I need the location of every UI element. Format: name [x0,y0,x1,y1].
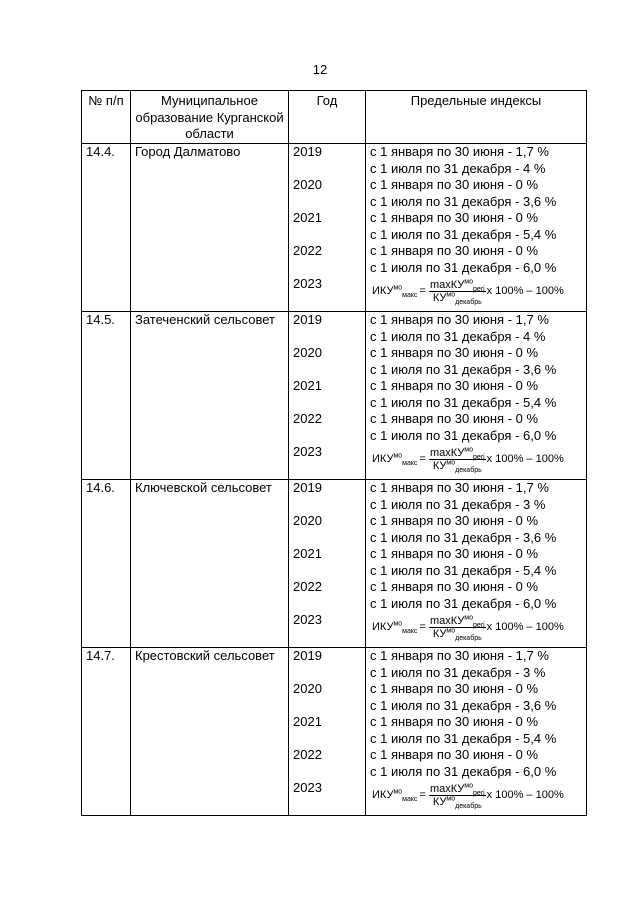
year-value: 2019 [293,648,322,663]
index-line: с 1 июля по 31 декабря - 5,4 % [370,394,557,410]
row-bottom-padding [370,810,582,815]
row-indices [366,648,587,816]
formula-lhs-main: ИКУ [372,284,394,297]
formula-lhs-sub: макс [402,627,418,635]
formula-denominator [433,460,482,472]
numerator-main: maxКУ [429,278,465,291]
numerator-sub: perj [472,789,485,797]
formula-lhs-sup: мо [393,788,403,796]
table-body [82,144,587,816]
formula-lhs-main: ИКУ [372,620,394,633]
year-value: 2020 [293,177,322,192]
year-spacer [293,227,361,244]
header-row [82,91,587,144]
table-row [82,480,587,648]
index-line: с 1 января по 30 июня - 0 % [370,747,539,762]
formula-equals: = [419,620,426,633]
formula-lhs-sup: мо [393,284,403,292]
formula-fraction [429,447,486,472]
index-line: с 1 июля по 31 декабря - 3,6 % [370,361,557,377]
index-line: с 1 января по 30 июня - 0 % [370,681,539,696]
denominator-sup: мо [446,458,456,466]
index-line: с 1 июля по 31 декабря - 3 % [370,664,546,680]
index-line: с 1 июля по 31 декабря - 3,6 % [370,193,557,209]
formula-lhs-sup: мо [393,452,403,460]
row-years [289,480,366,648]
row-number [82,648,131,816]
municipality-name: Город Далматово [135,144,241,159]
year-value: 2021 [293,378,322,393]
index-line: с 1 июля по 31 декабря - 6,0 % [370,259,557,275]
row-number [82,480,131,648]
year-value: 2019 [293,480,322,495]
denominator-main: КУ [432,291,447,304]
formula-fraction [429,783,486,808]
denominator-sub: декабрь [455,802,482,810]
row-number-text: 14.5. [86,312,115,327]
formula-tail: x 100% – 100% [486,620,564,633]
limits-table [81,90,587,816]
index-line: с 1 июля по 31 декабря - 3 % [370,496,546,512]
formula-lhs [372,283,418,300]
year-spacer [293,698,361,715]
row-bottom-padding [370,642,582,647]
formula-fraction [429,615,486,640]
header-year: Год [289,91,366,144]
year-value: 2022 [293,243,322,258]
index-line: с 1 января по 30 июня - 0 % [370,177,539,192]
numerator-sub: perj [472,285,485,293]
row-number-text: 14.6. [86,480,115,495]
formula-numerator [429,783,486,796]
numerator-sub: perj [472,621,485,629]
year-value: 2023 [293,276,322,291]
numerator-sup: мо [464,277,473,285]
numerator-main: maxКУ [429,614,465,627]
numerator-sup: мо [464,781,473,789]
denominator-sub: декабрь [455,466,482,474]
denominator-main: КУ [432,795,447,808]
year-spacer [293,395,361,412]
denominator-main: КУ [432,459,447,472]
formula-tail: x 100% – 100% [486,452,564,465]
numerator-main: maxКУ [429,446,465,459]
year-value: 2020 [293,345,322,360]
index-line: с 1 января по 30 июня - 1,7 % [370,648,549,663]
formula-denominator [433,628,482,640]
year-spacer [293,563,361,580]
header-num: № п/п [82,91,131,144]
formula-denominator [433,796,482,808]
year-spacer [293,530,361,547]
index-line: с 1 июля по 31 декабря - 5,4 % [370,562,557,578]
header-indices: Предельные индексы [366,91,587,144]
row-bottom-padding [370,474,582,479]
index-line: с 1 января по 30 июня - 0 % [370,378,539,393]
year-value: 2020 [293,513,322,528]
index-formula [370,276,582,306]
denominator-sub: декабрь [455,298,482,306]
table-row [82,144,587,312]
index-line: с 1 января по 30 июня - 0 % [370,210,539,225]
index-line: с 1 января по 30 июня - 1,7 % [370,144,549,159]
index-line: с 1 июля по 31 декабря - 5,4 % [370,730,557,746]
year-value: 2020 [293,681,322,696]
index-line: с 1 января по 30 июня - 0 % [370,345,539,360]
index-line: с 1 июля по 31 декабря - 5,4 % [370,226,557,242]
index-line: с 1 января по 30 июня - 0 % [370,714,539,729]
index-formula [370,780,582,810]
year-spacer [293,596,361,613]
year-value: 2023 [293,444,322,459]
denominator-sub: декабрь [455,634,482,642]
table-row [82,312,587,480]
year-value: 2021 [293,546,322,561]
numerator-sup: мо [464,613,473,621]
formula-numerator [429,615,486,628]
index-line: с 1 января по 30 июня - 0 % [370,546,539,561]
year-value: 2019 [293,312,322,327]
formula-tail: x 100% – 100% [486,284,564,297]
row-indices [366,144,587,312]
denominator-sup: мо [446,794,456,802]
year-value: 2023 [293,780,322,795]
year-value: 2021 [293,714,322,729]
index-line: с 1 января по 30 июня - 1,7 % [370,312,549,327]
formula-lhs-sup: мо [393,620,403,628]
municipality-name: Ключевской сельсовет [135,480,272,495]
year-spacer [293,764,361,781]
row-bottom-padding [370,306,582,311]
year-spacer [293,260,361,277]
table-row [82,648,587,816]
municipality-name: Крестовский сельсовет [135,648,275,663]
formula-lhs-sub: макс [402,795,418,803]
row-years [289,648,366,816]
year-spacer [293,161,361,178]
formula-numerator [429,279,486,292]
row-indices [366,480,587,648]
denominator-sup: мо [446,290,456,298]
formula-equals: = [419,284,426,297]
index-formula [370,444,582,474]
municipality-name: Затеченский сельсовет [135,312,275,327]
year-spacer [293,497,361,514]
table-header [82,91,587,144]
formula-lhs-sub: макс [402,459,418,467]
formula-equals: = [419,452,426,465]
numerator-main: maxКУ [429,782,465,795]
year-value: 2021 [293,210,322,225]
row-years [289,312,366,480]
index-line: с 1 января по 30 июня - 1,7 % [370,480,549,495]
year-spacer [293,329,361,346]
index-line: с 1 января по 30 июня - 0 % [370,579,539,594]
numerator-sup: мо [464,445,473,453]
index-line: с 1 января по 30 июня - 0 % [370,513,539,528]
row-years [289,144,366,312]
row-number-text: 14.4. [86,144,115,159]
formula-lhs-sub: макс [402,291,418,299]
index-line: с 1 января по 30 июня - 0 % [370,411,539,426]
index-line: с 1 июля по 31 декабря - 6,0 % [370,595,557,611]
year-spacer [293,731,361,748]
denominator-main: КУ [432,627,447,640]
denominator-sup: мо [446,626,456,634]
year-value: 2022 [293,411,322,426]
formula-lhs [372,619,418,636]
row-number-text: 14.7. [86,648,115,663]
formula-lhs [372,451,418,468]
year-spacer [293,194,361,211]
index-line: с 1 июля по 31 декабря - 6,0 % [370,763,557,779]
row-municipality [131,312,289,480]
index-line: с 1 января по 30 июня - 0 % [370,243,539,258]
row-municipality [131,648,289,816]
year-value: 2019 [293,144,322,159]
year-value: 2022 [293,747,322,762]
formula-numerator [429,447,486,460]
year-spacer [293,362,361,379]
row-municipality [131,480,289,648]
formula-lhs [372,787,418,804]
numerator-sub: perj [472,453,485,461]
year-spacer [293,428,361,445]
index-line: с 1 июля по 31 декабря - 3,6 % [370,697,557,713]
formula-fraction [429,279,486,304]
formula-lhs-main: ИКУ [372,788,394,801]
index-line: с 1 июля по 31 декабря - 4 % [370,328,546,344]
year-value: 2022 [293,579,322,594]
header-municipality: Муниципальное образование Курганской области [131,91,289,144]
page-number: 12 [312,62,328,77]
formula-tail: x 100% – 100% [486,788,564,801]
formula-denominator [433,292,482,304]
index-line: с 1 июля по 31 декабря - 6,0 % [370,427,557,443]
formula-lhs-main: ИКУ [372,452,394,465]
row-municipality [131,144,289,312]
year-spacer [293,665,361,682]
index-line: с 1 июля по 31 декабря - 4 % [370,160,546,176]
year-value: 2023 [293,612,322,627]
row-indices [366,312,587,480]
formula-equals: = [419,788,426,801]
index-line: с 1 июля по 31 декабря - 3,6 % [370,529,557,545]
row-number [82,144,131,312]
index-formula [370,612,582,642]
row-number [82,312,131,480]
